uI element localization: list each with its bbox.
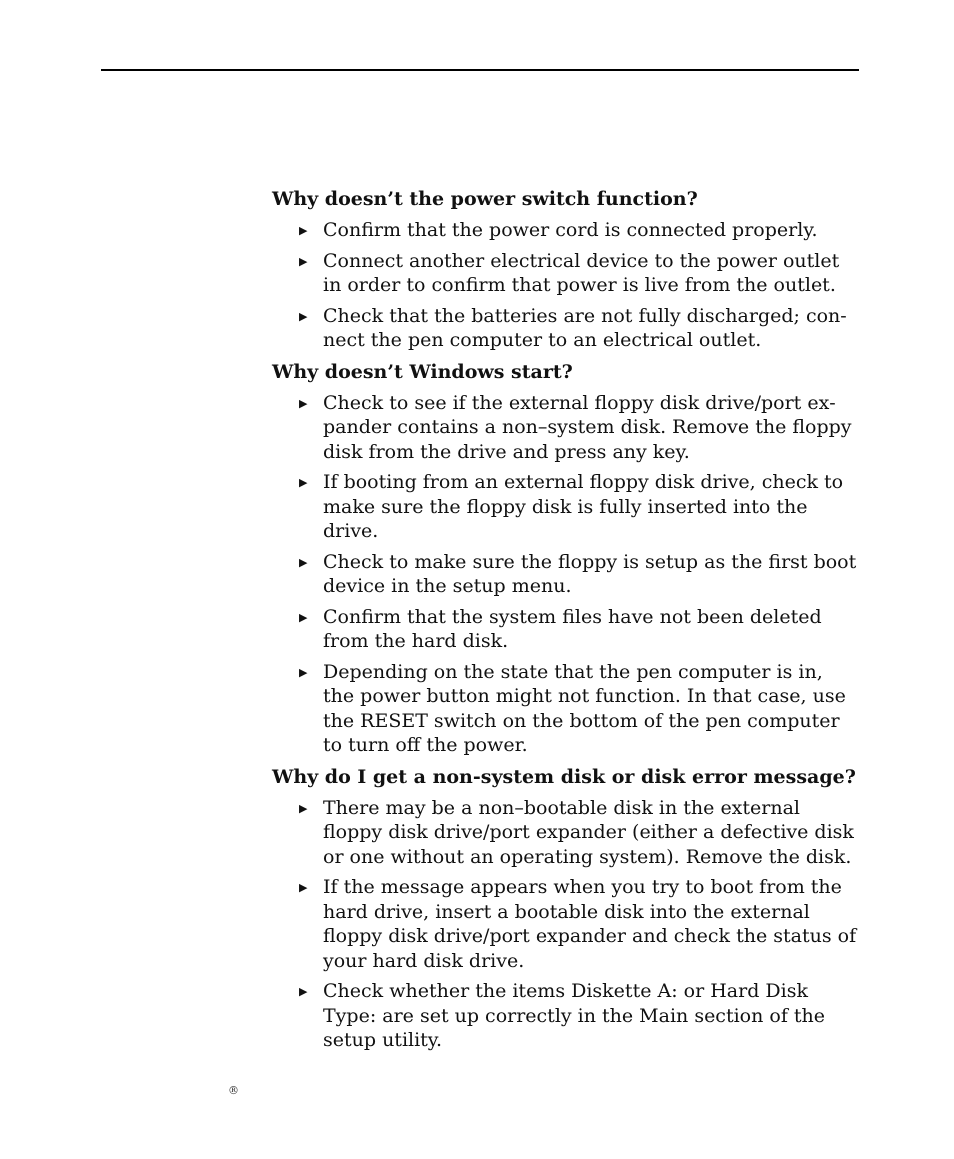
section-heading: Why do I get a non-system disk or disk error message? <box>272 765 856 788</box>
section-heading: Why doesn’t Windows start? <box>272 360 573 383</box>
troubleshooting-content <box>272 186 912 1059</box>
list-item <box>272 875 858 973</box>
list-item-text: Check to see if the external floppy disk drive/port expander contains a non–system disk. Remove the floppy disk from the drive and press any key. <box>323 391 852 463</box>
list-item <box>272 979 858 1053</box>
list-item-text: Confirm that the power cord is connected properly. <box>323 219 818 241</box>
bullet-list <box>272 391 912 758</box>
list-item <box>272 304 858 353</box>
triangle-bullet-icon: ▶ <box>299 254 308 268</box>
section-disk-error <box>272 764 912 1053</box>
triangle-bullet-icon: ▶ <box>299 881 308 894</box>
list-item <box>272 605 858 654</box>
triangle-bullet-icon: ▶ <box>299 555 308 569</box>
bullet-list <box>272 796 912 1053</box>
list-item-text: Confirm that the system files have not been deleted from the hard disk. <box>323 605 822 652</box>
list-item-text: There may be a non–bootable disk in the external floppy disk drive/port expander (either a defective disk or one without an operating system). Remove the disk. <box>323 796 854 868</box>
triangle-bullet-icon: ▶ <box>299 396 308 410</box>
list-item <box>272 249 858 298</box>
list-item-text: Connect another electrical device to the power outlet in order to confirm that power is live from the outlet. <box>323 249 840 296</box>
triangle-bullet-icon: ▶ <box>299 224 308 237</box>
list-item <box>272 218 858 243</box>
list-item-text: Depending on the state that the pen computer is in, the power button might not function. In that case, use the RESET switch on the bottom of the pen computer to turn off the power. <box>323 660 846 756</box>
list-item-text: If the message appears when you try to boot from the hard drive, insert a bootable disk into the external floppy disk drive/port expander and check the status of your hard disk drive. <box>323 876 857 972</box>
list-item <box>272 391 858 465</box>
list-item <box>272 796 858 870</box>
list-item <box>272 550 858 599</box>
triangle-bullet-icon: ▶ <box>299 801 308 815</box>
section-heading: Why doesn’t the power switch function? <box>272 188 698 210</box>
triangle-bullet-icon: ▶ <box>299 309 308 323</box>
list-item-text: Check whether the items Diskette A: or Hard Disk Type: are set up correctly in the Main section of the setup utility. <box>323 980 826 1051</box>
list-item <box>272 660 858 758</box>
list-item-text: If booting from an external floppy disk drive, check to make sure the floppy disk is fully inserted into the drive. <box>323 471 844 542</box>
registered-trademark-mark: ® <box>228 1084 239 1097</box>
triangle-bullet-icon: ▶ <box>299 665 308 679</box>
section-windows-start <box>272 359 912 758</box>
triangle-bullet-icon: ▶ <box>299 610 308 624</box>
bullet-list <box>272 218 912 353</box>
triangle-bullet-icon: ▶ <box>299 476 308 489</box>
list-item-text: Check that the batteries are not fully discharged; connect the pen computer to an electrical outlet. <box>323 304 847 351</box>
header-rule <box>101 69 859 71</box>
section-power-switch <box>272 186 912 353</box>
list-item-text: Check to make sure the floppy is setup as the first boot device in the setup menu. <box>323 550 857 597</box>
triangle-bullet-icon: ▶ <box>299 985 308 998</box>
list-item <box>272 470 858 544</box>
